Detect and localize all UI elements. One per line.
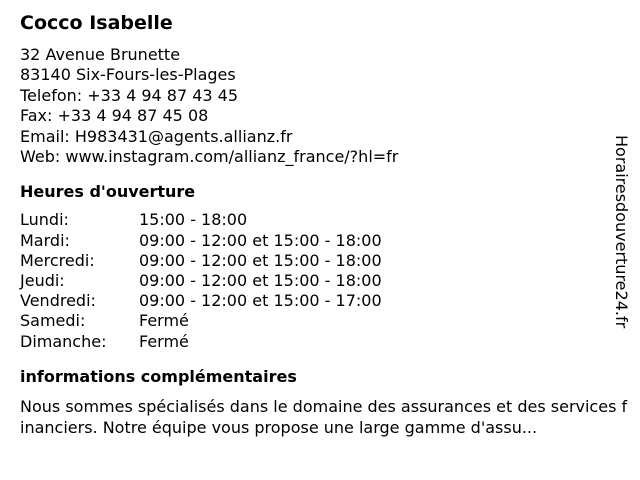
site-watermark: Horairesdouverture24.fr bbox=[612, 135, 631, 329]
contact-block bbox=[20, 45, 630, 167]
time-value: 15:00 - 18:00 bbox=[139, 210, 248, 230]
hours-row-saturday bbox=[20, 311, 630, 331]
day-label: Lundi: bbox=[20, 210, 69, 230]
day-label: Mardi: bbox=[20, 230, 70, 250]
time-value: 09:00 - 12:00 et 15:00 - 18:00 bbox=[139, 250, 382, 270]
business-listing bbox=[20, 10, 630, 438]
day-label: Mercredi: bbox=[20, 250, 95, 270]
website-url[interactable]: Web: www.instagram.com/allianz_france/?hl=fr bbox=[20, 147, 399, 167]
opening-hours-heading: Heures d'ouverture bbox=[20, 182, 196, 202]
day-label: Jeudi: bbox=[20, 271, 65, 291]
email-address[interactable]: Email: H983431@agents.allianz.fr bbox=[20, 126, 293, 146]
hours-row-tuesday bbox=[20, 231, 630, 251]
hours-row-wednesday bbox=[20, 251, 630, 271]
hours-row-monday bbox=[20, 210, 630, 230]
time-value: Fermé bbox=[139, 311, 189, 331]
time-value: Fermé bbox=[139, 331, 189, 351]
street-address: 32 Avenue Brunette bbox=[20, 45, 181, 64]
hours-row-thursday bbox=[20, 271, 630, 291]
day-label: Samedi: bbox=[20, 311, 86, 331]
hours-row-friday bbox=[20, 291, 630, 311]
additional-info-text: Nous sommes spécialisés dans le domaine des assurances et des services financiers. Notre équipe vous propose une large gamme d'assu... bbox=[20, 396, 628, 437]
time-value: 09:00 - 12:00 et 15:00 - 18:00 bbox=[139, 271, 382, 291]
fax-number: Fax: +33 4 94 87 45 08 bbox=[20, 106, 209, 126]
business-name: Cocco Isabelle bbox=[20, 12, 173, 34]
opening-hours-table bbox=[20, 210, 630, 351]
time-value: 09:00 - 12:00 et 15:00 - 17:00 bbox=[139, 291, 382, 311]
city-postcode: 83140 Six-Fours-les-Plages bbox=[20, 65, 236, 85]
additional-info-heading: informations complémentaires bbox=[20, 366, 297, 386]
time-value: 09:00 - 12:00 et 15:00 - 18:00 bbox=[139, 230, 382, 250]
hours-row-sunday bbox=[20, 332, 630, 352]
day-label: Vendredi: bbox=[20, 291, 96, 311]
day-label: Dimanche: bbox=[20, 331, 107, 351]
phone-number[interactable]: Telefon: +33 4 94 87 43 45 bbox=[20, 85, 239, 105]
